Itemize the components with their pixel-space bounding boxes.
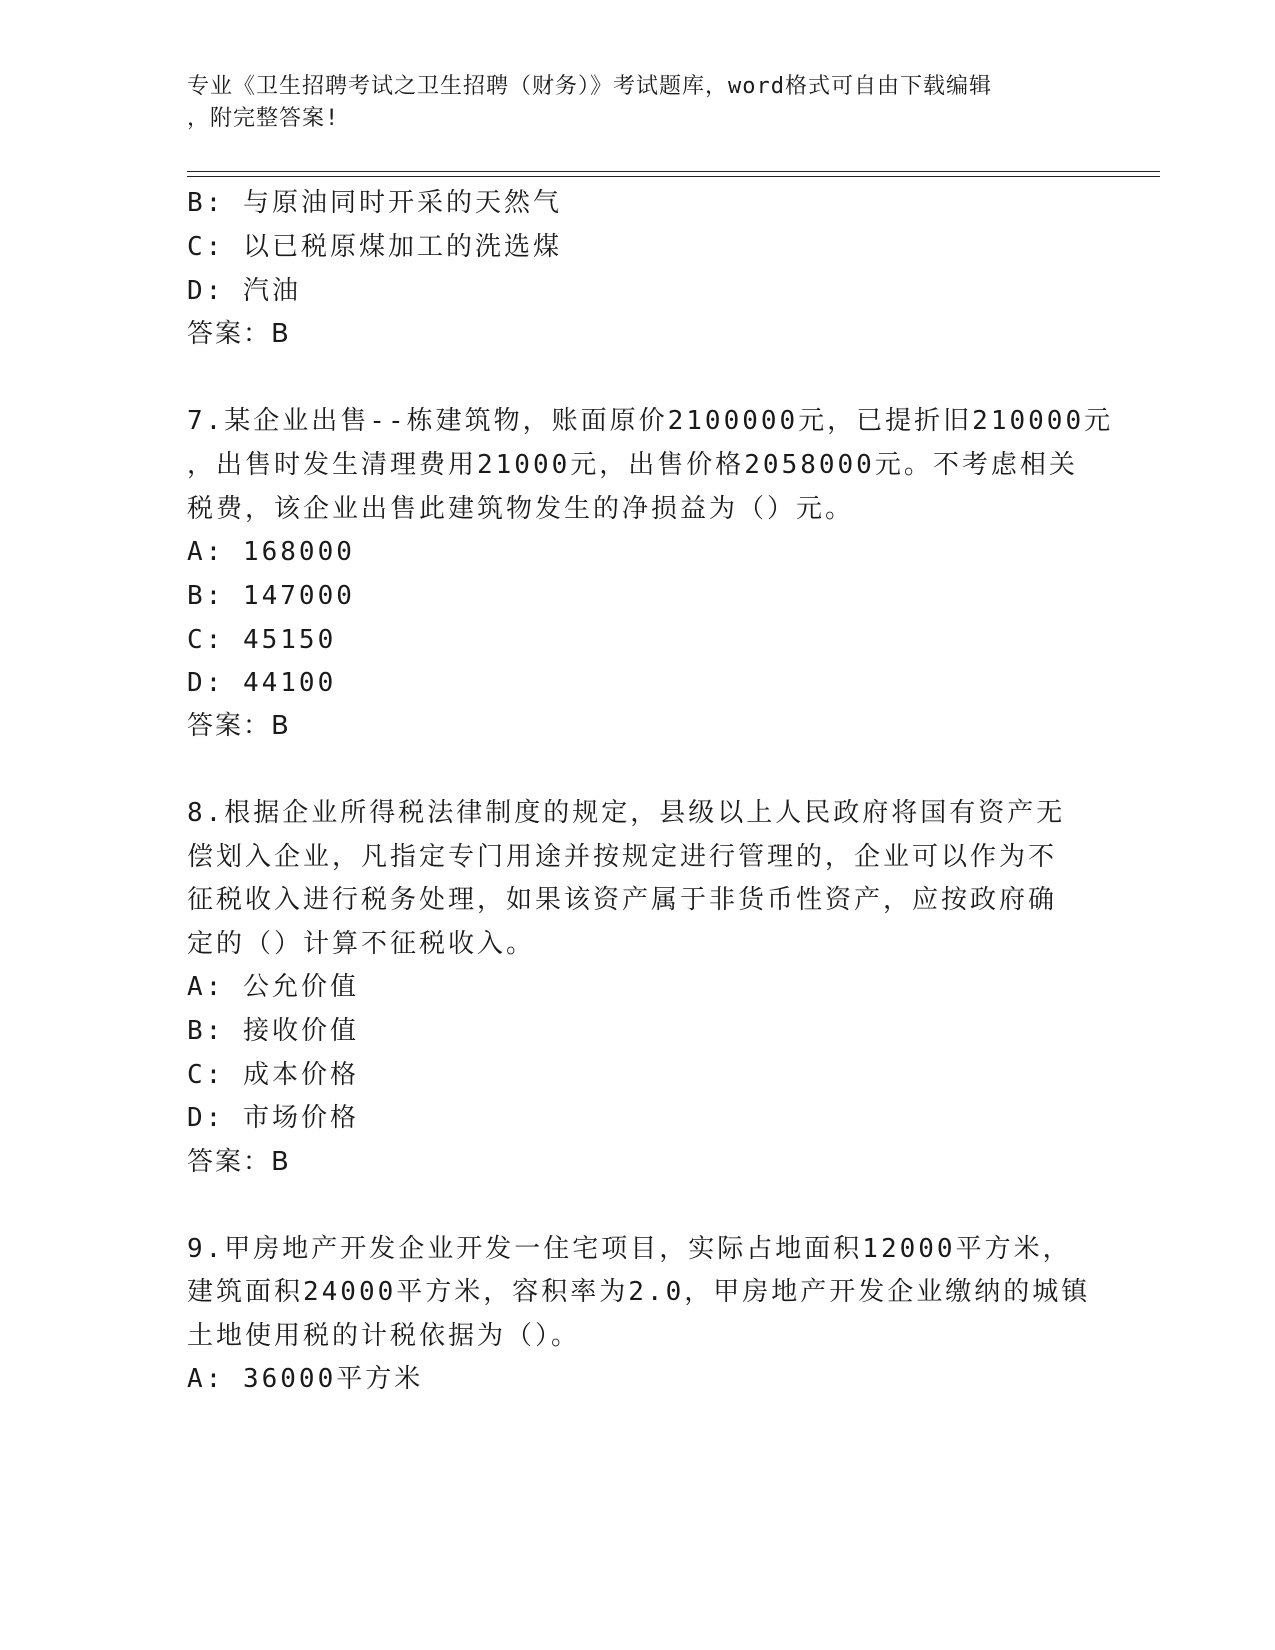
- q7-answer: 答案：B: [187, 711, 291, 741]
- q8-stem-line-1: 8.根据企业所得税法律制度的规定，县级以上人民政府将国有资产无: [187, 798, 1066, 828]
- header-divider-bottom: [187, 176, 1160, 177]
- q7-stem-line-1: 7.某企业出售--栋建筑物，账面原价2100000元，已提折旧210000元: [187, 406, 1114, 436]
- header-title-line-2: ，附完整答案!: [187, 106, 340, 131]
- prev-option-d: D: 汽油: [187, 276, 301, 306]
- q8-option-d: D: 市场价格: [187, 1103, 359, 1133]
- q7-option-a: A: 168000: [187, 537, 355, 567]
- q7-option-b: B: 147000: [187, 581, 355, 611]
- q8-stem-line-3: 征税收入进行税务处理，如果该资产属于非货币性资产，应按政府确: [187, 885, 1058, 915]
- q7-stem-line-3: 税费，该企业出售此建筑物发生的净损益为（）元。: [187, 494, 855, 524]
- prev-answer: 答案：B: [187, 319, 291, 349]
- prev-option-b: B: 与原油同时开采的天然气: [187, 188, 562, 218]
- q8-option-a: A: 公允价值: [187, 972, 359, 1002]
- header-title-line-1: 专业《卫生招聘考试之卫生招聘（财务）》考试题库，word格式可自由下载编辑: [187, 74, 992, 99]
- q9-stem-line-2: 建筑面积24000平方米，容积率为2.0，甲房地产开发企业缴纳的城镇: [187, 1277, 1091, 1307]
- q8-answer: 答案：B: [187, 1147, 291, 1177]
- header-divider-top: [187, 171, 1160, 172]
- q7-option-d: D: 44100: [187, 668, 337, 698]
- q8-option-c: C: 成本价格: [187, 1060, 359, 1090]
- q9-stem-line-1: 9.甲房地产开发企业开发一住宅项目，实际占地面积12000平方米，: [187, 1234, 1072, 1264]
- q9-option-a: A: 36000平方米: [187, 1364, 424, 1394]
- q8-stem-line-4: 定的（）计算不征税收入。: [187, 929, 536, 959]
- q7-stem-line-2: ，出售时发生清理费用21000元，出售价格2058000元。不考虑相关: [187, 450, 1078, 480]
- q8-option-b: B: 接收价值: [187, 1016, 359, 1046]
- q9-stem-line-3: 土地使用税的计税依据为（）。: [187, 1321, 581, 1351]
- q7-option-c: C: 45150: [187, 625, 337, 655]
- prev-option-c: C: 以已税原煤加工的洗选煤: [187, 232, 562, 262]
- q8-stem-line-2: 偿划入企业，凡指定专门用途并按规定进行管理的，企业可以作为不: [187, 842, 1058, 872]
